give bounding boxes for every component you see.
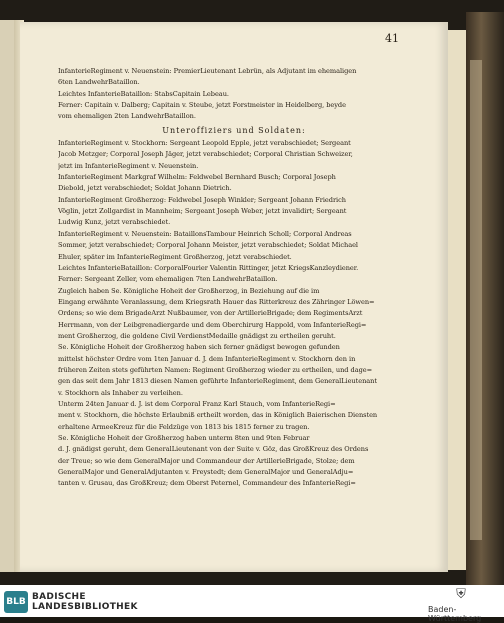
page-number: 41 (385, 32, 399, 45)
text-line: Sommer, jetzt verabschiedet; Corporal Johann Meister, jetzt verabschiedet; Soldat Michael (58, 241, 358, 250)
library-name-line2: LANDESBIBLIOTHEK (32, 602, 138, 612)
text-line: erhaltene ArmeeKreuz für die Feldzüge von 1813 bis 1815 ferner zu tragen. (58, 422, 310, 431)
text-line: Vöglin, jetzt Zollgardist in Mannheim; Sergeant Joseph Weber, jetzt invalidirt; Sergeant (58, 207, 347, 216)
coat-of-arms-icon: ⛨ (456, 587, 466, 602)
text-line: Zugleich haben Se. Königliche Hoheit der Großherzog, in Beziehung auf die im (58, 286, 320, 295)
text-line: früheren Zeiten stets geführten Namen: Regiment Großherzog wieder zu ertheilen, und dage= (58, 365, 373, 374)
text-line: InfanterieRegiment v. Neuenstein: BataillonsTambour Heinrich Scholl; Corporal Andreas (58, 229, 352, 238)
library-name-line1: BADISCHE (32, 592, 86, 602)
text-line: InfanterieRegiment Großherzog: Feldwebel Joseph Winkler; Sergeant Johann Friedrich (58, 195, 346, 204)
text-line: ment Großherzog, die goldene Civil VerdienstMedaille gnädigst zu ertheilen geruht. (58, 331, 336, 340)
text-line: Eingang erwähnte Veranlassung, dem Kriegsrath Hauer das Ritterkreuz des Zähringer Löwen= (58, 297, 375, 306)
text-line: d. J. gnädigst geruht, dem GeneralLieutenant von der Suite v. Göz, das GroßKreuz des Ordens (58, 445, 369, 454)
text-line: 6ten LandwehrBataillon. (58, 78, 140, 87)
text-line: der Treue; so wie dem GeneralMajor und Commandeur der ArtillerieBrigade, Stolze; dem (58, 456, 355, 465)
text-line: gen das seit dem Jahr 1813 diesen Namen geführte InfanterieRegiment, dem GeneralLieutenant (58, 377, 377, 386)
text-line: GeneralMajor und GeneralAdjutanten v. Freystedt; dem GeneralMajor und GeneralAdju= (58, 468, 354, 477)
text-line: Ludwig Kunz, jetzt verabschiedet. (58, 218, 171, 227)
page-right-strip (448, 30, 466, 570)
text-line: InfanterieRegiment Markgraf Wilhelm: Feldwebel Bernhard Busch; Corporal Joseph (58, 173, 336, 182)
text-line: Se. Königliche Hoheit der Großherzog haben unterm 8ten und 9ten Februar (58, 434, 310, 442)
text-line: Herrmann, von der Leibgrenadiergarde und dem Oberchirurg Happold, vom InfanterieRegi= (58, 320, 367, 329)
text-line: Diebold, jetzt verabschiedet; Soldat Johann Dietrich. (58, 184, 232, 193)
text-line: Ordens; so wie dem BrigadeArzt Nußbaumer, von der ArtillerieBrigade; dem RegimentsArzt (58, 309, 363, 318)
partner-name[interactable]: Baden-Württemberg (428, 605, 482, 623)
text-line: v. Stockhorn als Inhaber zu verleihen. (58, 388, 183, 397)
blb-logo[interactable]: BLB (4, 591, 28, 613)
book-edge-highlight (470, 60, 482, 540)
text-line: Jacob Metzger; Corporal Joseph Jäger, jetzt verabschiedet; Corporal Christian Schweizer, (58, 150, 353, 159)
text-line: Leichtes InfanterieBataillon: StabsCapitain Lebeau. (58, 89, 229, 98)
text-line: vom ehemaligen 2ten LandwehrBataillon. (58, 112, 196, 121)
section-heading: Unteroffiziers und Soldaten: (162, 125, 306, 135)
page-text (58, 66, 410, 490)
text-line: Unterm 24ten Januar d. J. ist dem Corporal Franz Karl Stauch, vom InfanterieRegi= (58, 399, 336, 408)
text-line: jetzt im InfanterieRegiment v. Neuenstein. (58, 161, 199, 170)
text-line: InfanterieRegiment v. Stockhorn: Sergeant Leopold Epple, jetzt verabschiedet; Sergeant (58, 139, 351, 148)
text-line: mittelst höchster Ordre vom 1ten Januar d. J. dem InfanterieRegiment v. Stockhorn den in (58, 354, 356, 363)
text-line: Ferner: Capitain v. Dalberg; Capitain v. Steube, jetzt Forstmeister in Heidelberg, beyde (58, 101, 346, 110)
text-line: Ehuler, später im InfanterieRegiment Großherzog, jetzt verabschiedet. (58, 252, 292, 261)
text-line: Leichtes InfanterieBataillon: CorporalFourier Valentin Rittinger, jetzt KriegsKanzleydiener. (58, 263, 359, 272)
text-line: Se. Königliche Hoheit der Großherzog haben sich ferner gnädigst bewogen gefunden (58, 343, 340, 352)
text-line: ment v. Stockhorn, die höchste Erlaubniß ertheilt worden, das in Königlich Baierischen Diensten (58, 411, 378, 420)
text-line: Ferner: Sergeant Zeller, vom ehemaligen 7ten LandwehrBataillon. (58, 275, 278, 284)
text-line: InfanterieRegiment v. Neuenstein: PremierLieutenant Lebrün, als Adjutant im ehemaligen (58, 67, 357, 75)
library-name[interactable] (32, 592, 138, 612)
text-line: tanten v. Grusau, das GroßKreuz; dem Oberst Peternel, Commandeur des InfanterieRegi= (58, 479, 356, 488)
